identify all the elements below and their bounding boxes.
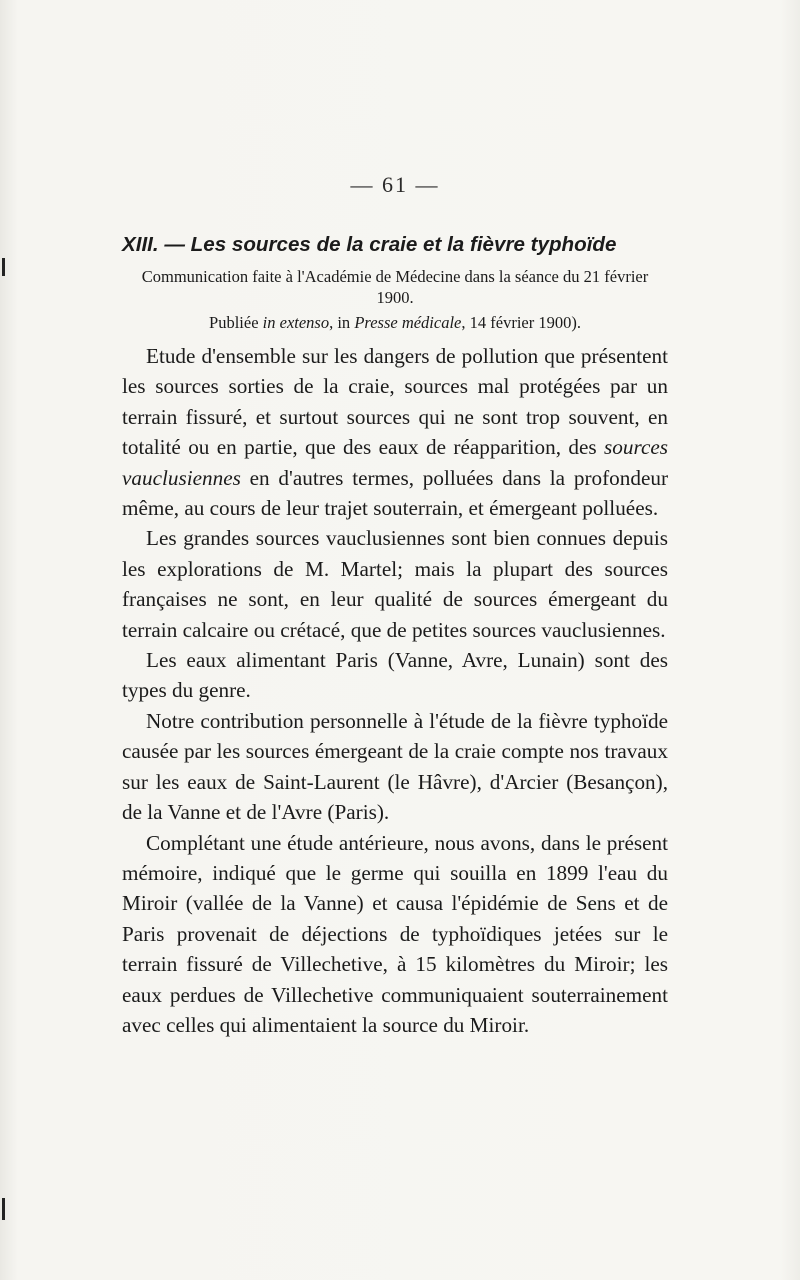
paragraph-1 — [122, 341, 668, 523]
publication-prefix: Publiée — [209, 313, 263, 332]
paragraph-5: Complétant une étude antérieure, nous avons, dans le présent mémoire, indiqué que le germe qui souilla en 1899 l'eau du Miroir (vallée de la Vanne) et causa l'épidémie de Sens et de Paris provenait de déjections de typhoïdiques jetées sur le terrain fissuré de Villechetive, à 15 kilomètres du Miroir; les eaux perdues de Villechetive communiquaient souterrainement avec celles qui alimentaient la source du Miroir. — [122, 830, 668, 1037]
publication-middle: , in — [329, 313, 355, 332]
margin-mark — [2, 258, 5, 276]
paragraph-1-text: Etude d'ensemble sur les dangers de pollution que présentent les sources sorties de la craie, sources mal protégées par un terrain fissuré, et surtout sources qui ne sont trop souvent, en totalité ou en partie, que des eaux de réapparition, des — [122, 344, 668, 460]
communication-note: Communication faite à l'Académie de Médecine dans la séance du 21 février 1900. — [141, 267, 649, 307]
publication-journal: Presse médicale — [354, 313, 462, 332]
paragraph-2: Les grandes sources vauclusiennes sont bien connues depuis les explorations de M. Martel; mais la plupart des sources françaises ne sont, en leur qualité de sources émergeant du terrain calcaire ou crétacé, que de petites sources vauclusiennes. — [122, 526, 668, 642]
publication-date: , 14 février 1900). — [461, 313, 581, 332]
paragraph-1-emphasis: sources vauclusiennes — [122, 435, 668, 490]
page-number: — 61 — — [350, 172, 440, 197]
paragraph-3: Les eaux alimentant Paris (Vanne, Avre, Lunain) sont des types du genre. — [122, 648, 668, 703]
text-block — [122, 172, 668, 1040]
paragraph-1-text-end: en d'autres termes, polluées dans la profondeur même, au cours de leur trajet souterrain, et émergeant polluées. — [122, 465, 668, 521]
section-heading: XIII. — Les sources de la craie et la fièvre typhoïde — [122, 233, 617, 256]
publication-note — [122, 312, 668, 333]
publication-in-extenso: in extenso — [262, 313, 330, 332]
margin-mark — [2, 1198, 5, 1220]
paragraph-4: Notre contribution personnelle à l'étude de la fièvre typhoïde causée par les sources émergeant de la craie compte nos travaux sur les eaux de Saint-Laurent (le Hâvre), d'Arcier (Besançon), de la Vanne et de l'Avre (Paris). — [122, 708, 668, 825]
